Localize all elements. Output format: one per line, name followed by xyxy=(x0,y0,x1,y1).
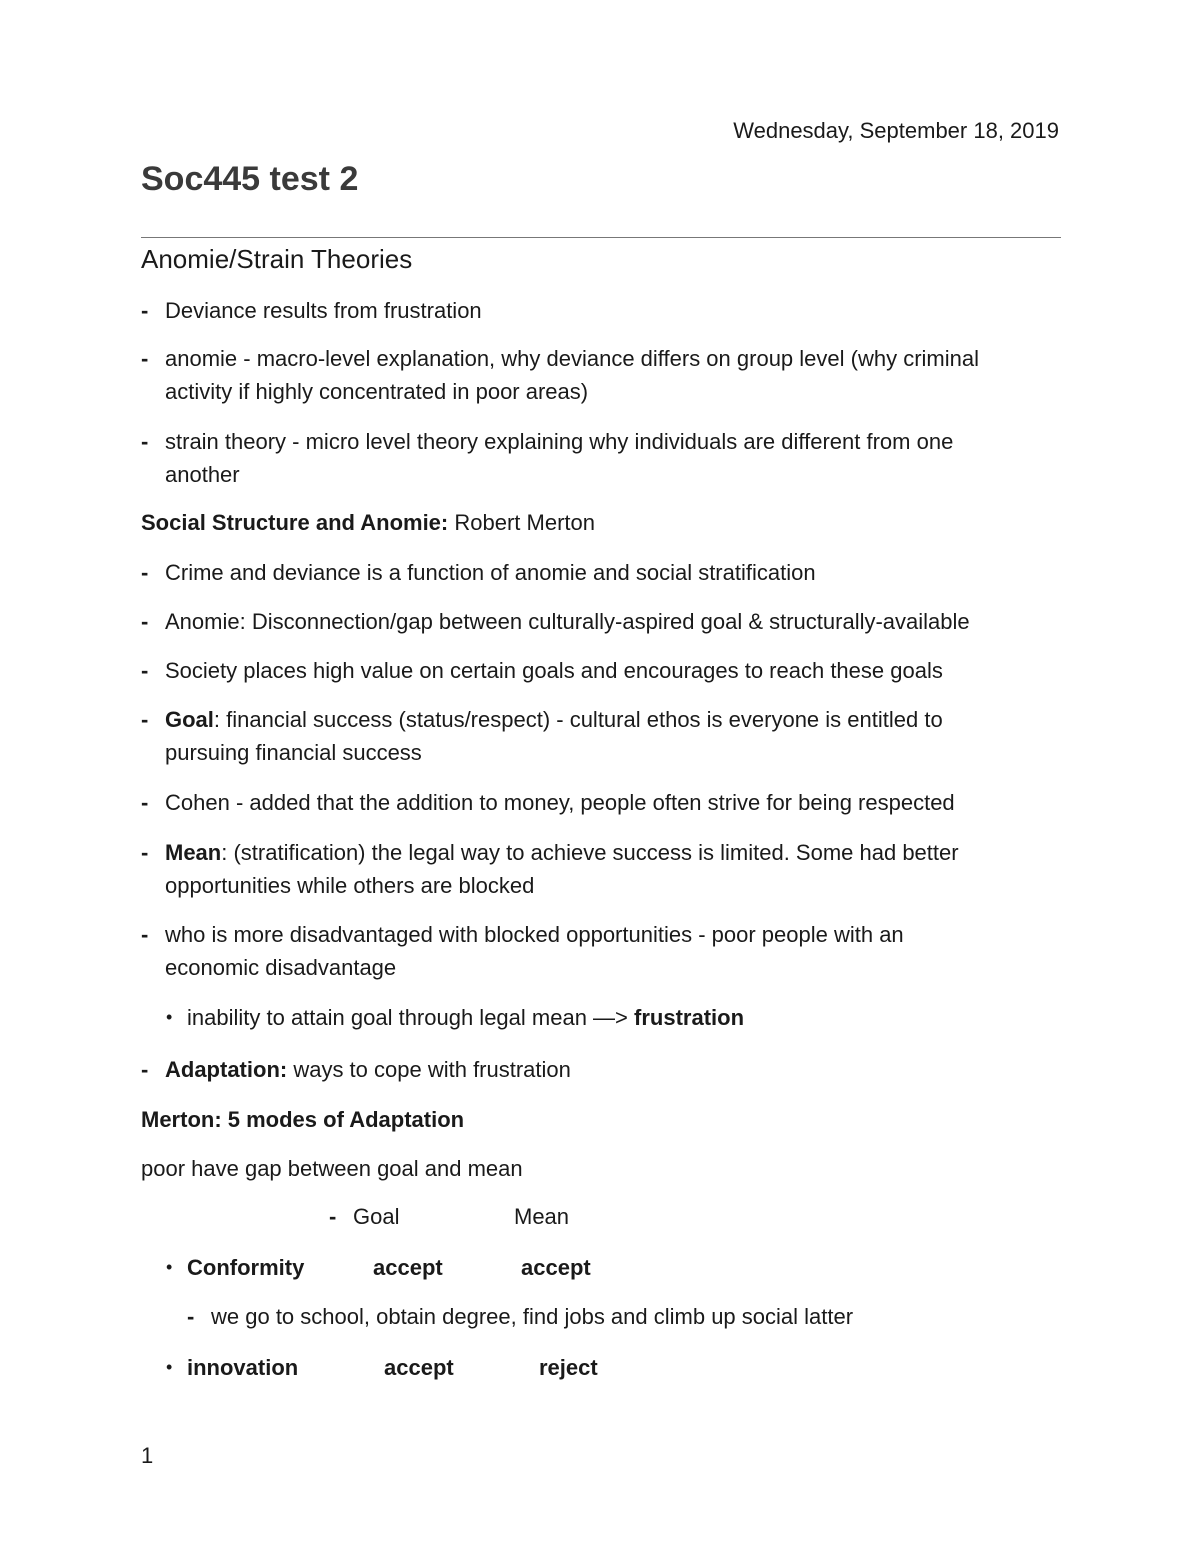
sub-list-item xyxy=(187,1005,744,1031)
list-item-continuation: economic disadvantage xyxy=(165,955,397,980)
list-item: Society places high value on certain goals and encourages to reach these goals xyxy=(165,658,943,683)
dash-bullet: - xyxy=(141,560,149,585)
list-item: strain theory - micro level theory explaining why individuals are different from one xyxy=(165,429,954,454)
round-bullet: • xyxy=(166,1257,173,1277)
round-bullet: • xyxy=(166,1007,173,1027)
heading-author: Robert Merton xyxy=(448,510,595,535)
list-item-goal xyxy=(165,707,943,733)
mode-goal: accept xyxy=(384,1355,454,1380)
list-item: anomie - macro-level explanation, why deviance differs on group level (why criminal xyxy=(165,346,979,371)
modes-heading-text: Merton: 5 modes of Adaptation xyxy=(141,1107,465,1132)
sub-item-text: inability to attain goal through legal mean —> xyxy=(187,1005,635,1030)
mode-note: we go to school, obtain degree, find jobs and climb up social latter xyxy=(211,1304,854,1329)
dash-bullet: - xyxy=(141,707,149,732)
round-bullet: • xyxy=(166,1357,173,1377)
dash-bullet: - xyxy=(141,609,149,634)
dash-bullet: - xyxy=(141,429,149,454)
mode-name-conformity: Conformity xyxy=(187,1255,305,1280)
term-adaptation: Adaptation: xyxy=(165,1057,288,1082)
section-heading-modes xyxy=(141,1107,464,1133)
sub-item-bold: frustration xyxy=(634,1005,745,1030)
title-divider xyxy=(141,237,1061,238)
dash-bullet: - xyxy=(187,1304,195,1329)
dash-bullet: - xyxy=(141,922,149,947)
list-item: Crime and deviance is a function of anomie and social stratification xyxy=(165,560,816,585)
dash-bullet: - xyxy=(141,658,149,683)
column-header-goal: Goal xyxy=(353,1204,400,1229)
list-item: who is more disadvantaged with blocked opportunities - poor people with an xyxy=(165,922,904,947)
dash-bullet: - xyxy=(141,790,149,815)
dash-bullet: - xyxy=(141,346,149,371)
dash-bullet: - xyxy=(141,298,149,323)
list-item-continuation: activity if highly concentrated in poor areas) xyxy=(165,379,589,404)
page-number: 1 xyxy=(141,1443,154,1468)
dash-bullet: - xyxy=(141,1057,149,1082)
term-goal: Goal xyxy=(165,707,214,732)
list-item-mean xyxy=(165,840,959,866)
list-item: Deviance results from frustration xyxy=(165,298,482,323)
mode-goal: accept xyxy=(373,1255,443,1280)
list-item-continuation: another xyxy=(165,462,240,487)
list-item: Anomie: Disconnection/gap between culturally-aspired goal & structurally-available xyxy=(165,609,970,634)
mean-definition: : (stratification) the legal way to achieve success is limited. Some had better xyxy=(221,840,959,865)
mode-mean: reject xyxy=(539,1355,598,1380)
dash-bullet: - xyxy=(141,840,149,865)
mode-mean: accept xyxy=(521,1255,591,1280)
column-header-mean: Mean xyxy=(514,1204,570,1229)
term-mean: Mean xyxy=(165,840,222,865)
list-item-adaptation xyxy=(165,1057,571,1083)
list-item-continuation: pursuing financial success xyxy=(165,740,422,765)
section-heading-social-structure xyxy=(141,510,595,536)
modes-intro: poor have gap between goal and mean xyxy=(141,1156,523,1181)
dash-bullet: - xyxy=(329,1204,337,1229)
mode-name-innovation: innovation xyxy=(187,1355,299,1380)
page-title: Soc445 test 2 xyxy=(141,160,359,198)
heading-bold: Social Structure and Anomie: xyxy=(141,510,449,535)
section-heading-anomie: Anomie/Strain Theories xyxy=(141,244,413,274)
goal-definition: : financial success (status/respect) - cultural ethos is everyone is entitled to xyxy=(213,707,943,732)
list-item: Cohen - added that the addition to money, people often strive for being respected xyxy=(165,790,955,815)
list-item-continuation: opportunities while others are blocked xyxy=(165,873,535,898)
document-date: Wednesday, September 18, 2019 xyxy=(733,118,1059,143)
adaptation-definition: ways to cope with frustration xyxy=(287,1057,571,1082)
